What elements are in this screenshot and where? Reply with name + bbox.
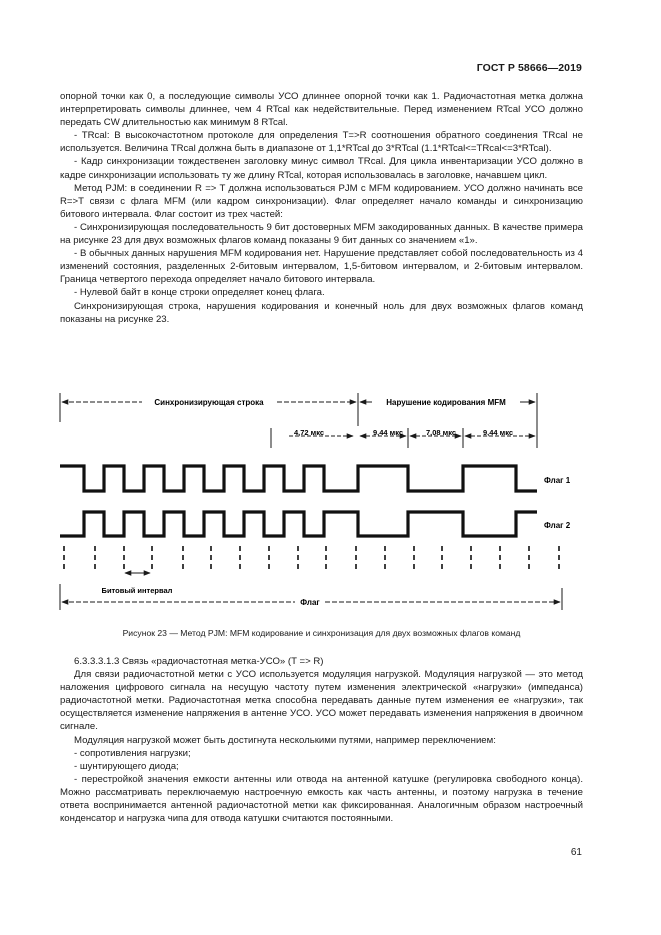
paragraph: - сопротивления нагрузки;	[74, 747, 191, 759]
flag1-label: Флаг 1	[544, 476, 571, 485]
paragraph: - перестройкой значения емкости антенны или отвода на антенной катушке (регулировка свободного конца). Можно рассматривать переключаемую настроечную емкость как часть антенны, и поэтому нагрузка в течение ответа воспринимается антенной радиочастотной метки как фиксированная. Аналогичным образом настроечный конденсатор и нагрузка чипа для отвода катушки считаются постоянными.	[60, 773, 583, 825]
paragraph: - Кадр синхронизации тождественен заголовку минус символ TRcal. Для цикла инвентаризации УСО должно в кадре синхронизации использовать ту же длину RTcal, которая использовалась в заголовке, начавшем цикл.	[60, 156, 583, 181]
interval-7-08: 7,08 мкс	[425, 428, 457, 437]
sync-label: Синхронизирующая строка	[154, 398, 264, 407]
interval-4-72: 4,72 мкс	[293, 428, 325, 437]
interval-9-44-b: 9,44 мкс	[482, 428, 514, 437]
paragraph: Метод PJM: в соединении R => T должна использоваться PJM с MFM кодированием. УСО должно начинать все R=>T связи с флага MFM (или кадром синхронизации). Флаг определяет начало команды и синхронизацию битового интервала. Флаг состоит из трех частей:	[60, 182, 583, 220]
body-text-bottom	[60, 655, 583, 825]
paragraph: - Синхронизирующая последовательность 9 бит достоверных MFM закодированных данных. В качестве примера на рисунке 23 для двух возможных флагов команд показаны 9 бит данных со значением «1».	[60, 221, 583, 247]
paragraph: - В обычных данных нарушения MFM кодирования нет. Нарушение представляет собой последовательность из 4 изменений состояния, разделенных 2-битовым интервалом, 1,5-битовом интервалом, и 2-битовым интервалом. Граница четвертого перехода определяет начало битового интервала.	[60, 248, 583, 286]
paragraph: 6.3.3.3.1.3 Связь «радиочастотная метка-УСО» (T => R)	[74, 656, 324, 667]
page-number: 61	[570, 847, 582, 858]
flag2-label: Флаг 2	[544, 521, 571, 530]
bit-interval-label: Битовый интервал	[101, 586, 173, 595]
paragraph: - TRcal: В высокочастотном протоколе для определения T=>R соотношения обратного соединения TRcal не используется. Величина TRcal должна быть в диапазоне от 1,1*RTcal до 3*RTcal (1.1*RTcal<=TRcal<=3*RTcal).	[60, 130, 583, 155]
body-text-top	[60, 90, 583, 326]
paragraph: Синхронизирующая строка, нарушения кодирования и конечный ноль для двух возможных флагов команд показаны на рисунке 23.	[60, 300, 583, 325]
flag2-waveform	[60, 512, 537, 536]
paragraph: Для связи радиочастотной метки с УСО используется модуляция нагрузкой. Модуляция нагрузкой — это метод наложения цифрового сигнала на несущую частоту путем изменения электрической «нагрузки» (импеданса) радиочастотной метки. Радиочастотная метка способна передавать данные путем изменения ее «нагрузки», так осуществляется изменение напряжения в антенне УСО. УСО может передавать изменения напряжения в двоичном сигнале.	[60, 669, 583, 733]
paragraph: опорной точки как 0, а последующие символы УСО длиннее опорной точки как 1. Радиочастотная метка должна интерпретировать символы длиннее, чем 4 RTcal как недействительные. Перед изменением RTcal УСО должно передать CW длительностью как минимум 8 RTcal.	[60, 91, 583, 129]
bit-clock-ticks	[64, 546, 559, 570]
flag1-waveform	[60, 466, 537, 491]
standard-header: ГОСТ Р 58666—2019	[476, 62, 582, 74]
timing-diagram	[40, 388, 600, 628]
flag-span-label: Флаг	[300, 598, 320, 607]
figure-caption: Рисунок 23 — Метод PJM: MFM кодирование и синхронизация для двух возможных флагов команд	[122, 628, 521, 638]
paragraph: Модуляция нагрузкой может быть достигнута несколькими путями, например переключением:	[74, 734, 496, 746]
paragraph: - шунтирующего диода;	[74, 760, 179, 772]
interval-9-44-a: 9,44 мкс	[372, 428, 404, 437]
paragraph: - Нулевой байт в конце строки определяет конец флага.	[74, 287, 325, 299]
violation-label: Нарушение кодирования MFM	[386, 398, 506, 407]
